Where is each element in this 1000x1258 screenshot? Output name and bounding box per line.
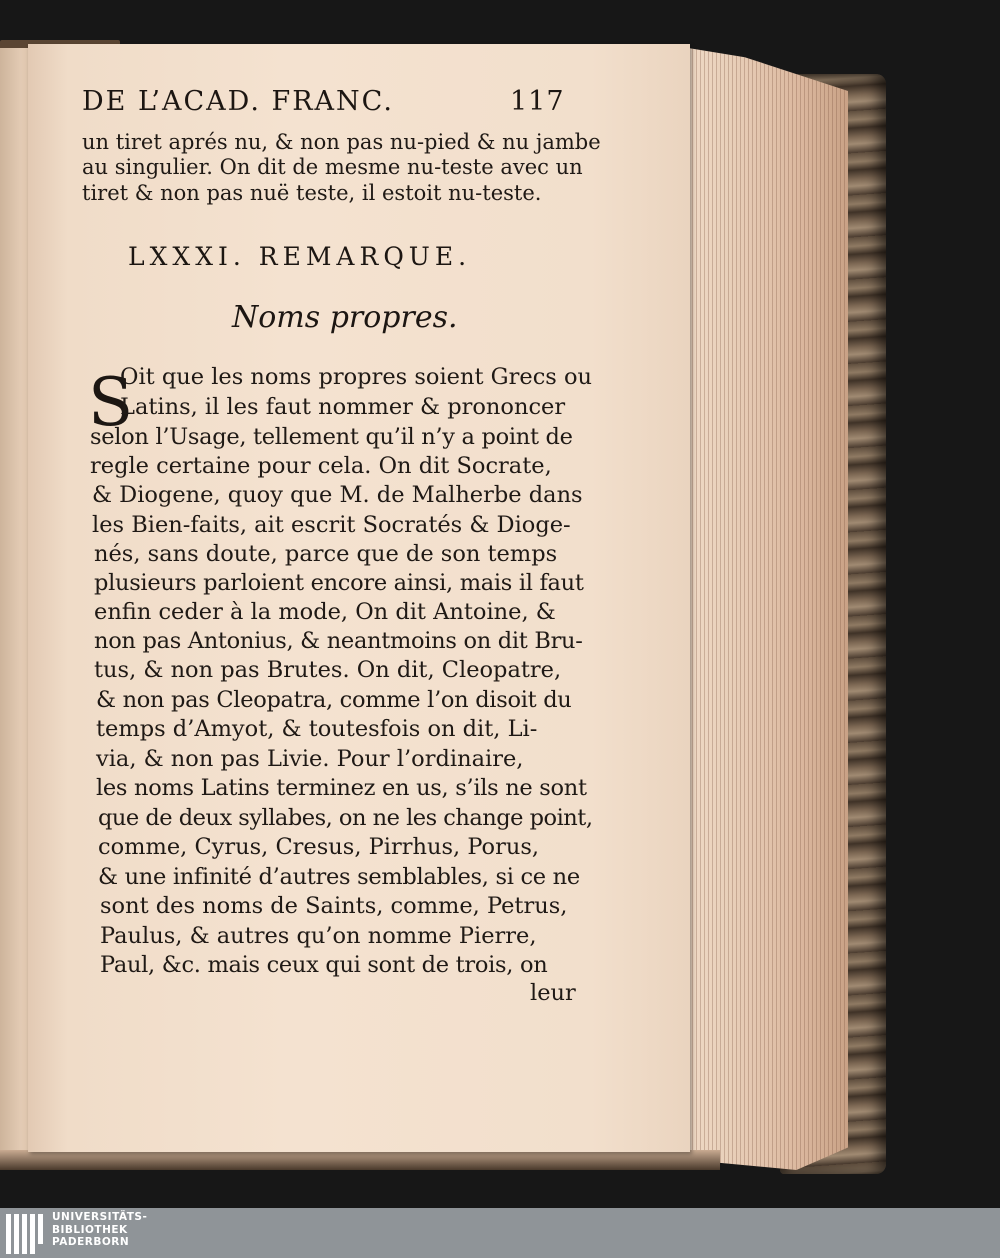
body-line: Latins, il les faut nommer & prononcer — [120, 394, 566, 420]
body-line: Oit que les noms propres soient Grecs ou — [120, 364, 593, 390]
body-line: nés, sans doute, parce que de son temps — [94, 541, 558, 567]
body-line: regle certaine pour cela. On dit Socrate, — [90, 453, 552, 479]
continuation-line: un tiret aprés nu, & non pas nu-pied & nu jambe — [82, 130, 601, 154]
catchword: leur — [530, 980, 576, 1006]
body-line: & une infinité d’autres semblables, si ce ne — [98, 864, 580, 890]
page-block-edges — [676, 46, 848, 1170]
body-line: Paulus, & autres qu’on nomme Pierre, — [100, 923, 537, 949]
body-line: Paul, &c. mais ceux qui sont de trois, on — [100, 952, 548, 978]
body-line: via, & non pas Livie. Pour l’ordinaire, — [96, 746, 524, 772]
body-line: enfin ceder à la mode, On dit Antoine, & — [94, 599, 556, 625]
running-head — [82, 86, 565, 117]
footer-bar — [0, 1208, 1000, 1258]
body-line: que de deux syllabes, on ne les change point, — [98, 805, 593, 831]
body-line: les noms Latins terminez en us, s’ils ne sont — [96, 775, 587, 801]
library-logo-text — [52, 1211, 147, 1249]
logo-line: PADERBORN — [52, 1236, 130, 1248]
page-bottom-shadow — [0, 1150, 720, 1170]
continuation-line: au singulier. On dit de mesme nu-teste avec un — [82, 155, 583, 179]
body-line: temps d’Amyot, & toutesfois on dit, Li- — [96, 716, 538, 742]
body-line: non pas Antonius, & neantmoins on dit Bru- — [94, 628, 583, 654]
running-head-title: DE L’ACAD. FRANC. — [82, 86, 394, 117]
remark-title: Noms propres. — [232, 300, 458, 335]
drop-cap: S — [88, 364, 134, 441]
body-line: sont des noms de Saints, comme, Petrus, — [100, 893, 568, 919]
remark-heading: LXXXI. REMARQUE. — [128, 242, 472, 271]
body-line: plusieurs parloient encore ainsi, mais il faut — [94, 570, 584, 596]
continuation-line: tiret & non pas nuë teste, il estoit nu-teste. — [82, 181, 542, 205]
body-line: & non pas Cleopatra, comme l’on disoit du — [96, 687, 572, 713]
body-line: comme, Cyrus, Cresus, Pirrhus, Porus, — [98, 834, 540, 860]
logo-line: UNIVERSITÄTS- — [52, 1211, 148, 1223]
body-line: & Diogene, quoy que M. de Malherbe dans — [92, 482, 583, 508]
book-page — [28, 44, 690, 1152]
body-line: tus, & non pas Brutes. On dit, Cleopatre, — [94, 657, 562, 683]
page-number: 117 — [510, 86, 565, 117]
body-line: selon l’Usage, tellement qu’il n’y a point de — [90, 424, 573, 450]
logo-line: BIBLIOTHEK — [52, 1223, 128, 1236]
library-bars-icon — [4, 1210, 46, 1256]
body-line: les Bien-faits, ait escrit Socratés & Dioge- — [92, 512, 571, 538]
